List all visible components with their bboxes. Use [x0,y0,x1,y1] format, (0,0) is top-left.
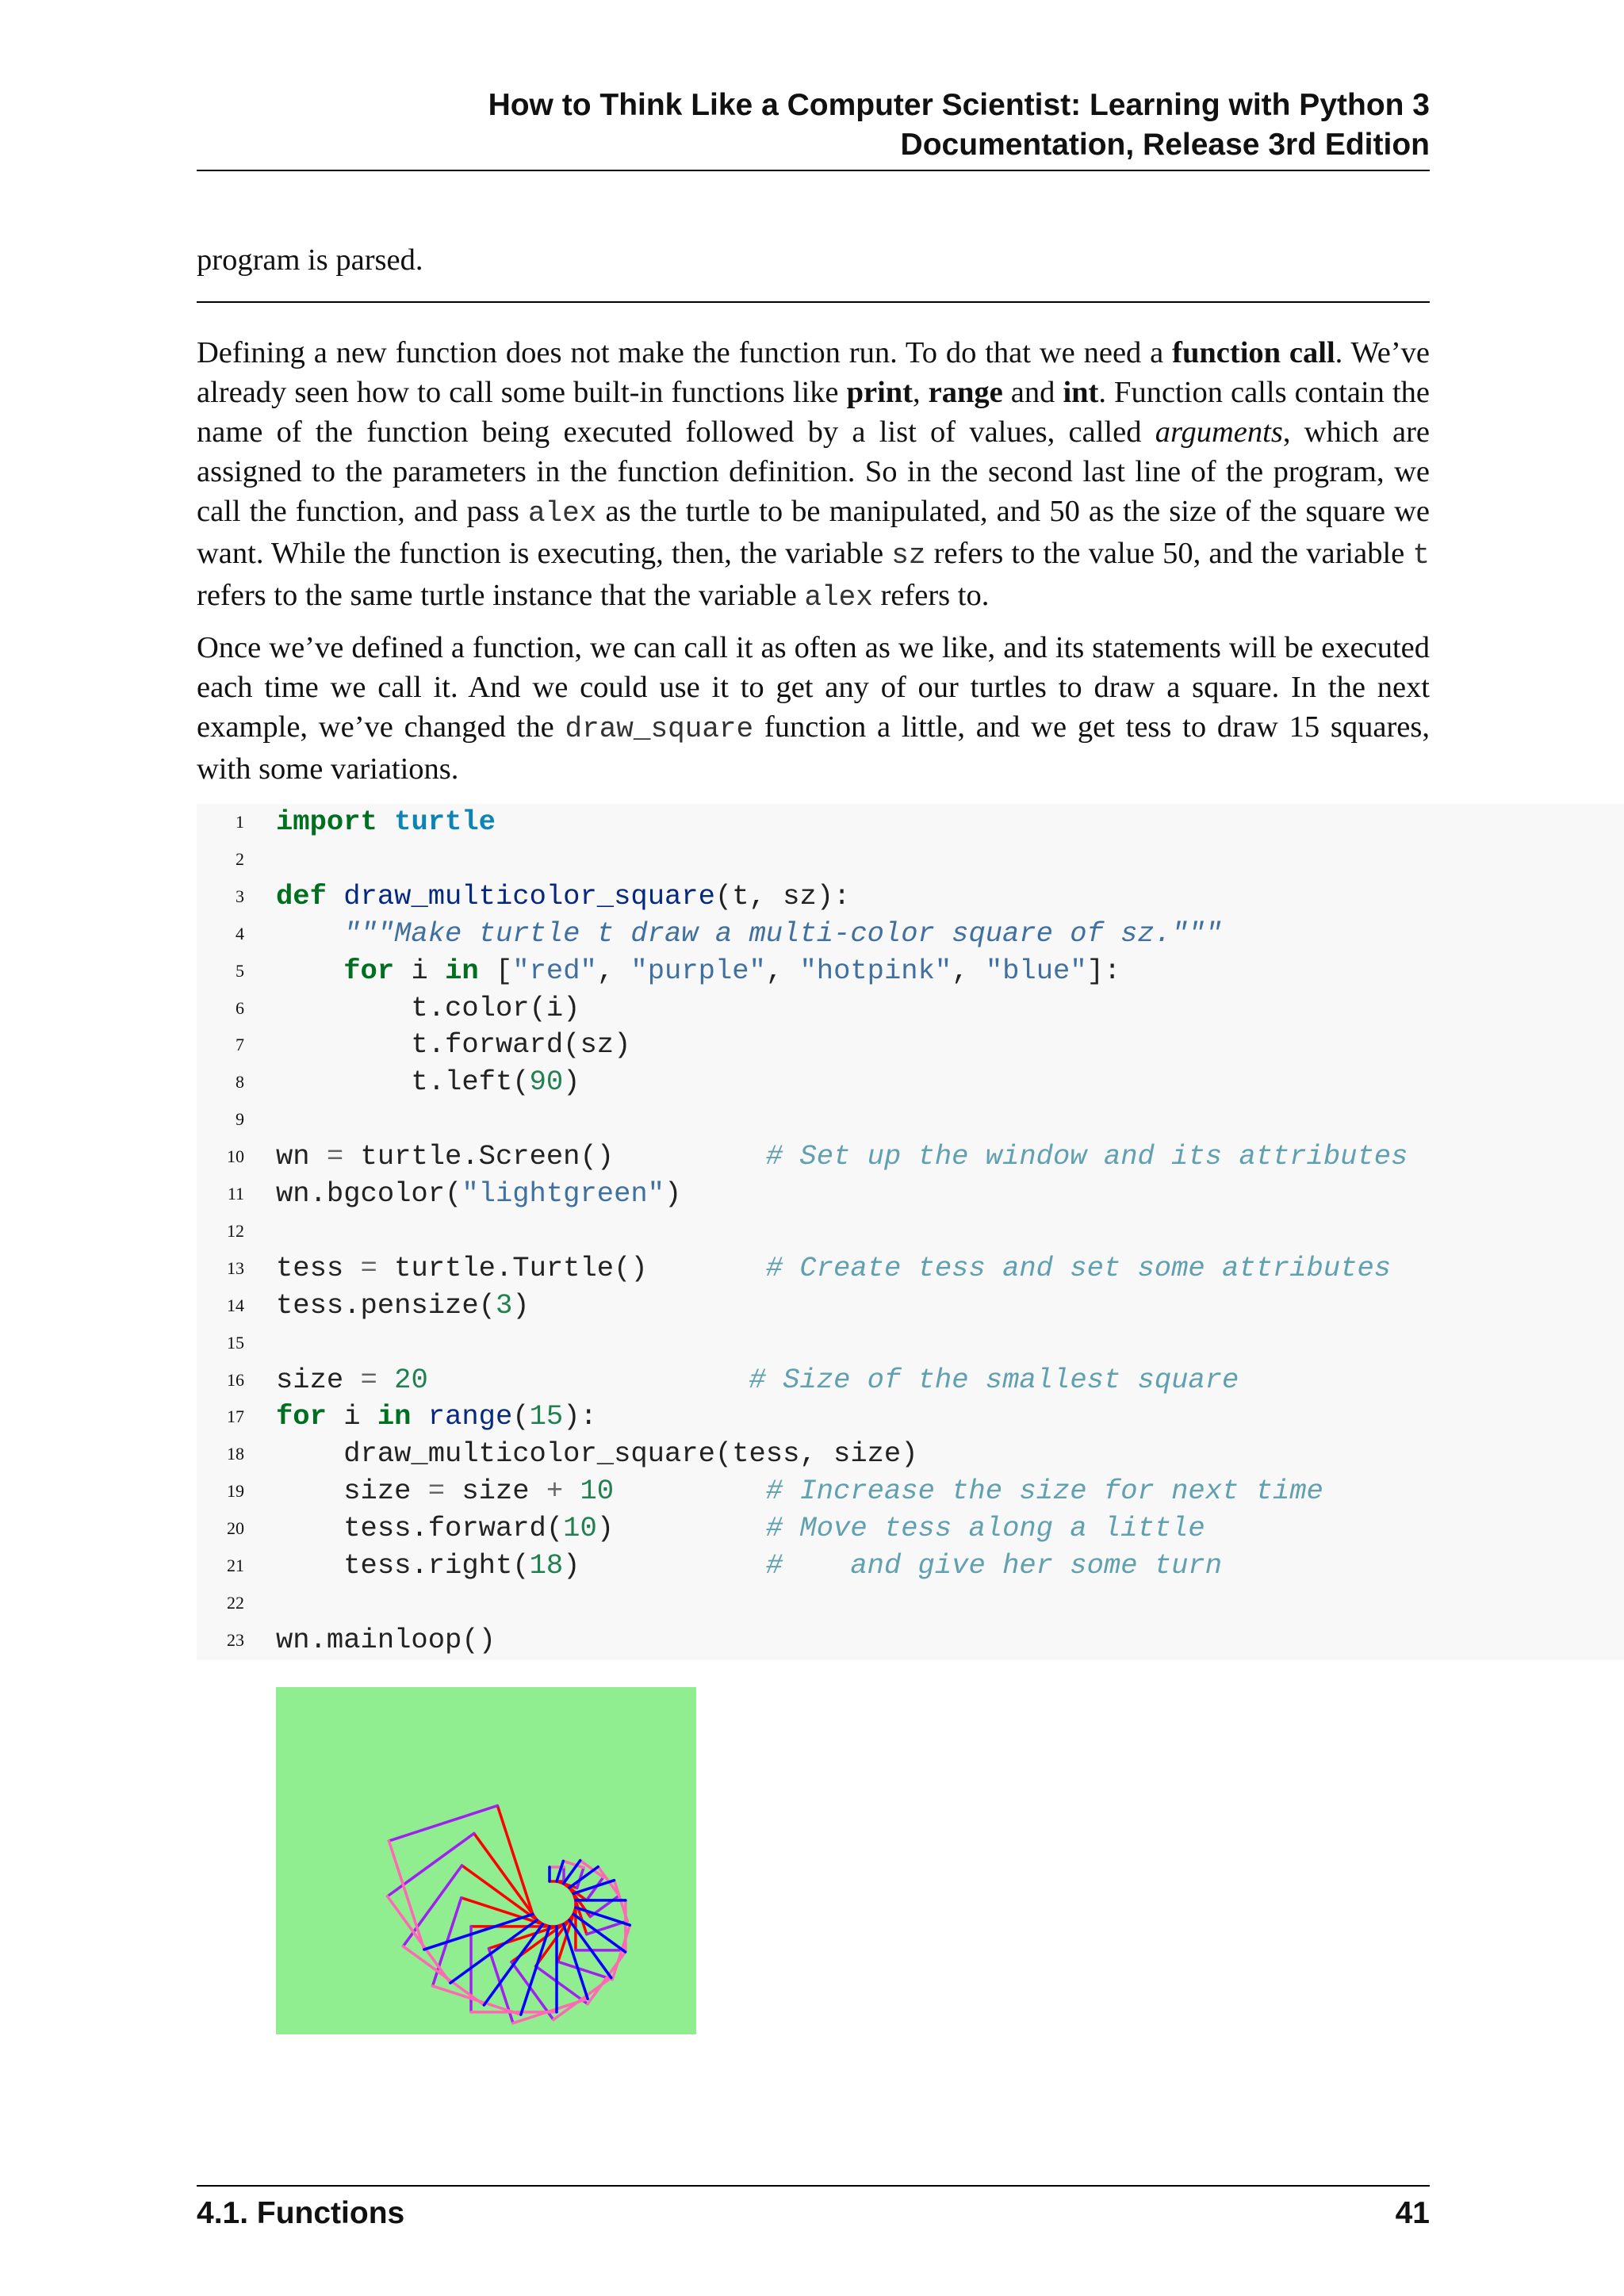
horizontal-rule [197,301,1430,303]
line-number: 1 [236,812,244,832]
line-number: 16 [227,1369,244,1390]
code-token: [ [478,954,513,987]
code-token [327,880,343,913]
header-title-line2: Documentation, Release 3rd Edition [900,128,1430,162]
inline-code-draw-square: draw_square [565,713,754,745]
code-line [197,1548,1624,1584]
line-number: 15 [227,1332,244,1353]
line-number: 6 [236,997,244,1018]
code-line [197,1510,1624,1547]
code-token: range [427,1400,513,1433]
code-line [197,1362,1624,1399]
turtle-output-figure [276,1687,696,2034]
code-token: i [394,954,446,987]
code-text [276,916,1222,952]
footer-section-title: 4.1. Functions [197,2196,405,2230]
code-token: tess.right( [276,1549,530,1582]
header-title-line1: How to Think Like a Computer Scientist: Learning with Python 3 [488,88,1430,122]
code-text [276,1473,1323,1510]
code-token: ) [563,1549,766,1582]
code-text [276,1622,496,1659]
code-line [197,1250,1624,1287]
code-token: i [326,1400,377,1433]
line-number: 20 [227,1518,244,1539]
italic-term-arguments: arguments [1155,415,1283,449]
line-number: 23 [227,1629,244,1650]
code-text [276,1176,681,1212]
code-token: for [343,954,395,987]
code-token: in [377,1400,412,1433]
code-line [197,1399,1624,1435]
text-run: refers to the value 50, and the variable [925,537,1413,570]
code-line [197,1213,1624,1249]
code-token: , [765,954,800,987]
line-number: 3 [236,886,244,906]
code-token: wn [276,1140,327,1173]
code-text [276,1436,918,1472]
code-token: # Size of the smallest square [749,1363,1239,1396]
code-token: 10 [580,1475,615,1508]
code-token: 90 [529,1066,564,1099]
code-token: turtle.Screen() [343,1140,766,1173]
code-token: for [276,1400,327,1433]
text-run: and [1002,376,1063,409]
code-token: size [276,1475,428,1508]
code-token: "hotpink" [799,954,952,987]
code-text [276,1399,597,1435]
text-run: refers to the same turtle instance that the variable [197,579,805,612]
code-token: wn.bgcolor( [276,1177,462,1210]
code-line [197,1288,1624,1324]
code-line [197,1176,1624,1212]
code-token: "lightgreen" [462,1177,665,1210]
code-text [276,804,496,840]
code-text [276,953,1120,989]
code-line [197,878,1624,915]
line-number: 14 [227,1295,244,1315]
code-token: t.left( [276,1066,530,1099]
code-token: 3 [495,1288,513,1322]
code-token: turtle.Turtle() [377,1251,766,1284]
code-token: = [360,1363,377,1396]
code-text [276,1548,1222,1584]
paragraph-function-call [197,333,1430,618]
text-run: as the turtle to be manipulated, and 50 as the size of the square we want. While the function is executing, then, the variable [197,495,1430,570]
code-token: ) [563,1066,580,1099]
line-number: 5 [236,960,244,981]
code-token [428,1364,749,1396]
code-token: # Increase the size for next time [765,1475,1323,1508]
code-token: size [276,1363,361,1396]
line-number: 8 [236,1072,244,1093]
line-number: 11 [227,1184,244,1203]
code-token: 20 [394,1363,428,1396]
code-text [276,1250,1391,1287]
line-number: 18 [227,1444,244,1464]
code-token: """Make turtle t draw a multi-color square of sz.""" [343,916,1222,950]
code-token: # and give her some turn [765,1549,1223,1582]
code-token: ): [563,1400,597,1433]
line-number: 19 [227,1481,244,1502]
code-line [197,1027,1624,1063]
code-line [197,1101,1624,1138]
inline-code-alex: alex [527,497,597,530]
code-line [197,1325,1624,1361]
code-token: ) [596,1512,766,1545]
inline-code-sz: sz [891,539,926,572]
line-number: 9 [236,1109,244,1130]
line-number: 12 [227,1220,244,1241]
running-header [197,86,1430,171]
code-token: = [427,1475,446,1508]
line-number: 7 [236,1035,244,1055]
code-token: ) [665,1177,682,1210]
code-token: 10 [563,1512,597,1545]
code-line [197,1473,1624,1510]
code-text [276,990,580,1027]
line-number: 17 [227,1406,244,1427]
code-line [197,1064,1624,1100]
code-token: draw_multicolor_square [343,879,715,913]
text-run: refers to. [872,579,990,612]
code-token: tess.pensize( [276,1288,496,1322]
line-number: 2 [236,848,244,869]
code-token: draw_multicolor_square(tess, size) [276,1437,918,1471]
code-token: ]: [1086,954,1121,987]
bold-term-function-call: function call [1172,336,1335,369]
inline-code-alex: alex [804,581,873,614]
line-number: 13 [227,1257,244,1278]
code-line [197,804,1624,840]
code-token: size [445,1475,546,1508]
paragraph-fragment-text: program is parsed. [197,243,423,277]
code-token: 15 [529,1400,564,1433]
code-text [276,1362,1239,1399]
code-line [197,841,1624,878]
text-run: Once we’ve defined a function, we can call it as often as we like, and its statements will be executed each time we call it. And we could use it to get any of our turtles to draw a square. In the next example, we’ve changed the [197,631,1430,744]
code-line [197,953,1624,989]
code-token: # Set up the window and its attributes [765,1140,1408,1173]
code-text [276,1288,530,1324]
text-run: . Function calls contain the name of the function being executed followed by a list of values, called [197,376,1430,449]
text-run: . We’ve already seen how to call some built-in functions like [197,336,1430,409]
code-token: ( [512,1400,530,1433]
code-line [197,1436,1624,1472]
code-token [377,1364,394,1396]
code-token [614,1475,766,1507]
code-text [276,1064,580,1100]
code-token [377,806,394,838]
code-token: = [360,1251,377,1284]
paragraph-multiple-squares [197,628,1430,789]
line-number: 4 [236,923,244,943]
code-token: # Create tess and set some attributes [765,1251,1392,1284]
running-footer [197,2185,1430,2236]
code-line [197,990,1624,1027]
paragraph-continued [197,240,1430,280]
code-token [276,955,343,987]
code-line [197,1622,1624,1659]
line-number: 22 [227,1592,244,1613]
text-run: Defining a new function does not make the function run. To do that we need a [197,336,1173,369]
code-token: # Move tess along a little [765,1512,1205,1545]
line-number: 10 [227,1146,244,1167]
code-token: + [546,1475,564,1508]
code-token: ) [512,1288,530,1322]
code-token: in [445,954,479,987]
code-listing [197,804,1624,1660]
code-token: = [326,1140,344,1173]
code-token: , [952,954,986,987]
code-text [276,1027,630,1063]
code-token [563,1475,580,1507]
code-token: import [276,806,377,838]
bold-term-int: int [1063,376,1099,409]
code-token: tess [276,1251,361,1284]
code-token: t.forward(sz) [276,1028,631,1062]
bold-term-print: print [846,376,913,409]
code-line [197,916,1624,952]
text-run: , which are assigned to the parameters in the function definition. So in the second last line of the program, we call the function, and pass [197,415,1430,528]
code-text [276,1510,1205,1547]
inline-code-t: t [1412,539,1430,572]
code-token: "blue" [985,954,1087,987]
code-token: wn.mainloop() [276,1623,496,1656]
code-token: 18 [529,1549,564,1582]
code-token: (t, sz): [714,879,851,913]
code-token: "purple" [630,954,766,987]
code-token: def [276,879,327,913]
bold-term-range: range [928,376,1003,409]
code-token [276,917,343,950]
code-text [276,1138,1408,1175]
page-number: 41 [1395,2196,1430,2230]
code-token: tess.forward( [276,1512,564,1545]
code-token: t.color(i) [276,991,580,1024]
code-line [197,1138,1624,1175]
line-number: 21 [227,1556,244,1575]
code-token: , [596,954,631,987]
figure-background [276,1687,696,2034]
text-run: , [913,376,929,409]
code-token: "red" [512,954,597,987]
text-run: function a little, and we get tess to draw 15 squares, with some variations. [197,710,1430,786]
code-text [276,878,850,915]
code-token: turtle [394,806,496,838]
code-line [197,1585,1624,1621]
code-token [411,1400,427,1433]
